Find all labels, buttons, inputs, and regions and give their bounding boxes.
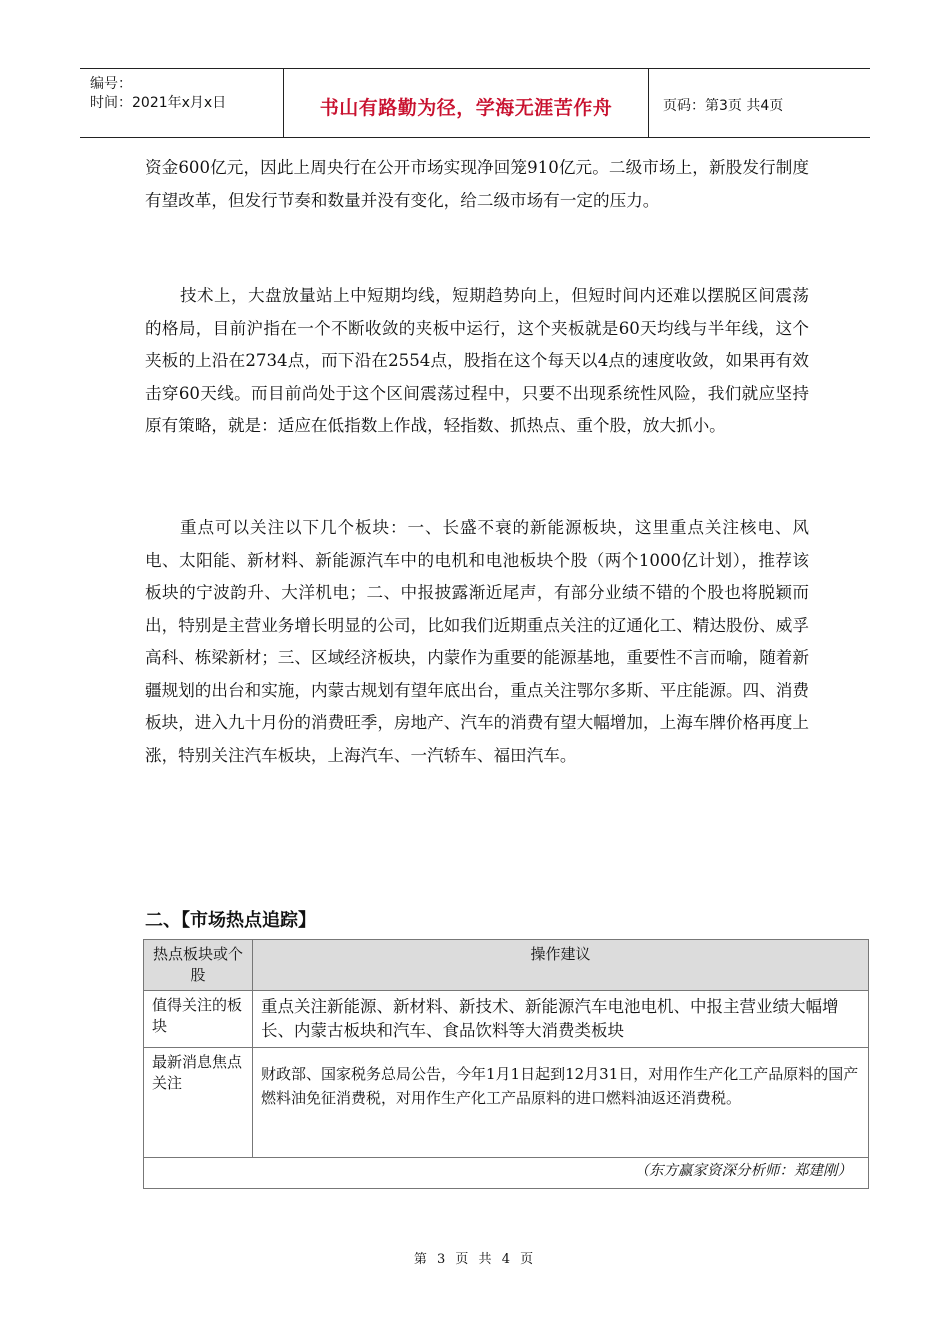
table-signature-row <box>144 1158 869 1189</box>
header-motto-cell <box>284 69 649 137</box>
row2-label-cell <box>144 1048 253 1158</box>
row1-label: 值得关注的板块 <box>152 996 243 1035</box>
section-title: 二、【市场热点追踪】 <box>145 910 316 931</box>
table-header-right <box>253 940 869 991</box>
motto-text: 书山有路勤为径，学海无涯苦作舟 <box>319 97 613 119</box>
header-meta-cell <box>80 69 284 137</box>
page-footer: 第 3 页 共 4 页 <box>413 1252 537 1267</box>
table-header-row <box>144 940 869 991</box>
date-label: 时间：2021年x月x日 <box>90 95 227 111</box>
number-label: 编号： <box>90 76 132 92</box>
hotspot-table <box>143 939 869 1189</box>
paragraph-1: 资金600亿元，因此上周央行在公开市场实现净回笼910亿元。二级市场上，新股发行制度有望改革，但发行节奏和数量并没有变化，给二级市场有一定的压力。 <box>145 158 809 210</box>
paragraph-3: 重点可以关注以下几个板块：一、长盛不衰的新能源板块，这里重点关注核电、风电、太阳能、新材料、新能源汽车中的电机和电池板块个股（两个1000亿计划），推荐该板块的宁波韵升、大洋机电；二、中报披露渐近尾声，有部分业绩不错的个股也将脱颖而出，特别是主营业务增长明显的公司，比如我们近期重点关注的辽通化工、精达股份、威孚高科、栋梁新材；三、区域经济板块，内蒙作为重要的能源基地，重要性不言而喻，随着新疆规划的出台和实施，内蒙古规划有望年底出台，重点关注鄂尔多斯、平庄能源。四、消费板块，进入九十月份的消费旺季，房地产、汽车的消费有望大幅增加，上海车牌价格再度上涨，特别关注汽车板块，上海汽车、一汽轿车、福田汽车。 <box>145 518 809 765</box>
table-header-left <box>144 940 253 991</box>
paragraph-2: 技术上，大盘放量站上中短期均线，短期趋势向上，但短时间内还难以摆脱区间震荡的格局，目前沪指在一个不断收敛的夹板中运行，这个夹板就是60天均线与半年线，这个夹板的上沿在2734点，而下沿在2554点，股指在这个每天以4点的速度收敛，如果再有效击穿60天线。而目前尚处于这个区间震荡过程中，只要不出现系统性风险，我们就应坚持原有策略，就是：适应在低指数上作战，轻指数、抓热点、重个股，放大抓小。 <box>145 286 809 435</box>
table-row <box>144 1048 869 1158</box>
row2-label: 最新消息焦点关注 <box>152 1053 243 1092</box>
document-header <box>80 68 870 138</box>
row1-label-cell <box>144 991 253 1048</box>
header-left-text: 热点板块或个股 <box>152 945 243 984</box>
row1-content: 重点关注新能源、新材料、新技术、新能源汽车电池电机、中报主营业绩大幅增长、内蒙古板块和汽车、食品饮料等大消费类板块 <box>261 997 839 1040</box>
table-row <box>144 991 869 1048</box>
signature-cell <box>144 1158 869 1189</box>
page-info: 页码：第3页 共4页 <box>663 98 784 114</box>
row1-content-cell <box>253 991 869 1048</box>
header-right-text: 操作建议 <box>530 945 591 963</box>
row2-content: 财政部、国家税务总局公告，今年1月1日起到12月31日，对用作生产化工产品原料的国产燃料油免征消费税，对用作生产化工产品原料的进口燃料油返还消费税。 <box>261 1065 859 1107</box>
row2-content-cell <box>253 1048 869 1158</box>
analyst-signature: （东方赢家资深分析师：郑建刚） <box>634 1163 852 1179</box>
